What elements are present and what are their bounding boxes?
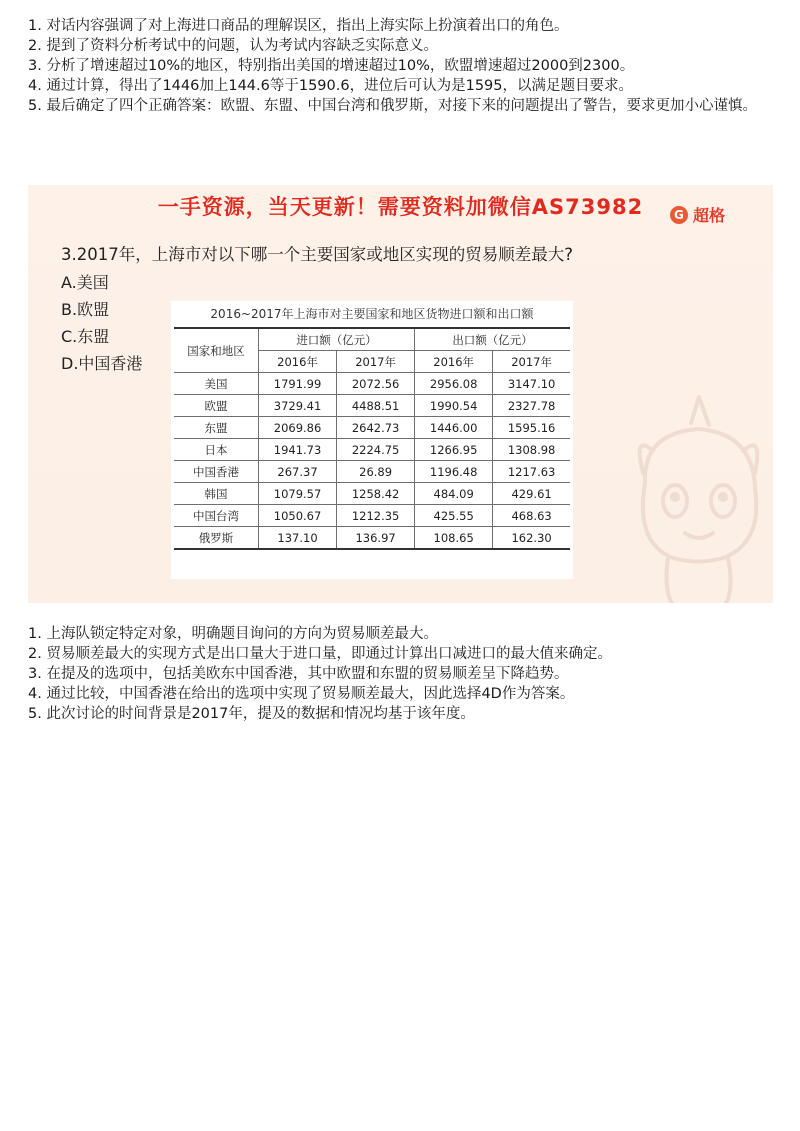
region-cell: 韩国 (174, 483, 259, 505)
table-row (174, 373, 570, 395)
region-cell: 日本 (174, 439, 259, 461)
table-row (174, 439, 570, 461)
list-item: 3. 分析了增速超过10%的地区，特别指出美国的增速超过10%，欧盟增速超过2000到2300。 (28, 58, 635, 74)
value-cell: 136.97 (337, 527, 415, 550)
region-cell: 欧盟 (174, 395, 259, 417)
value-cell: 2327.78 (493, 395, 570, 417)
value-cell: 3729.41 (259, 395, 337, 417)
value-cell: 26.89 (337, 461, 415, 483)
value-cell: 1258.42 (337, 483, 415, 505)
value-cell: 1791.99 (259, 373, 337, 395)
promo-banner: 一手资源，当天更新！需要资料加微信AS73982 (157, 195, 644, 219)
list-item: 1. 对话内容强调了对上海进口商品的理解误区，指出上海实际上扮演着出口的角色。 (28, 18, 569, 34)
column-header-year: 2016年 (415, 351, 493, 373)
value-cell: 484.09 (415, 483, 493, 505)
summary-list-bottom (28, 624, 772, 724)
value-cell: 2072.56 (337, 373, 415, 395)
list-item: 5. 此次讨论的时间背景是2017年，提及的数据和情况均基于该年度。 (28, 706, 475, 722)
table-row (174, 483, 570, 505)
value-cell: 1990.54 (415, 395, 493, 417)
column-group-import: 进口额（亿元） (259, 328, 415, 351)
value-cell: 425.55 (415, 505, 493, 527)
brand-logo (670, 203, 725, 226)
value-cell: 1941.73 (259, 439, 337, 461)
list-item: 4. 通过计算，得出了1446加上144.6等于1590.6，进位后可认为是1595，以满足题目要求。 (28, 78, 633, 94)
question-text: 3.2017年，上海市对以下哪一个主要国家或地区实现的贸易顺差最大? (61, 245, 573, 264)
table-row (174, 417, 570, 439)
region-cell: 中国台湾 (174, 505, 259, 527)
trade-data-table (174, 327, 570, 550)
option-d: D.中国香港 (61, 354, 143, 373)
value-cell: 162.30 (493, 527, 570, 550)
value-cell: 468.63 (493, 505, 570, 527)
value-cell: 1196.48 (415, 461, 493, 483)
value-cell: 3147.10 (493, 373, 570, 395)
list-item: 4. 通过比较，中国香港在给出的选项中实现了贸易顺差最大，因此选择4D作为答案。 (28, 686, 575, 702)
table-row (174, 461, 570, 483)
brand-logo-text: 超格 (692, 206, 725, 225)
value-cell: 1079.57 (259, 483, 337, 505)
table-title: 2016~2017年上海市对主要国家和地区货物进口额和出口额 (210, 307, 534, 321)
list-item: 5. 最后确定了四个正确答案：欧盟、东盟、中国台湾和俄罗斯，对接下来的问题提出了警告，要求更加小心谨慎。 (28, 98, 757, 114)
brand-logo-icon: G (670, 206, 688, 224)
value-cell: 4488.51 (337, 395, 415, 417)
value-cell: 1266.95 (415, 439, 493, 461)
unicorn-mascot-watermark (613, 393, 773, 603)
value-cell: 1217.63 (493, 461, 570, 483)
region-cell: 中国香港 (174, 461, 259, 483)
option-c: C.东盟 (61, 327, 110, 346)
value-cell: 1050.67 (259, 505, 337, 527)
list-item: 3. 在提及的选项中，包括美欧东中国香港，其中欧盟和东盟的贸易顺差呈下降趋势。 (28, 666, 569, 682)
value-cell: 1446.00 (415, 417, 493, 439)
value-cell: 267.37 (259, 461, 337, 483)
table-row (174, 395, 570, 417)
list-item: 1. 上海队锁定特定对象，明确题目询问的方向为贸易顺差最大。 (28, 626, 438, 642)
value-cell: 2224.75 (337, 439, 415, 461)
region-cell: 美国 (174, 373, 259, 395)
column-header-region: 国家和地区 (174, 328, 259, 373)
value-cell: 429.61 (493, 483, 570, 505)
list-item: 2. 贸易顺差最大的实现方式是出口量大于进口量，即通过计算出口减进口的最大值来确定。 (28, 646, 612, 662)
value-cell: 2956.08 (415, 373, 493, 395)
summary-list-top (28, 16, 772, 116)
column-group-export: 出口额（亿元） (415, 328, 570, 351)
value-cell: 1595.16 (493, 417, 570, 439)
region-cell: 俄罗斯 (174, 527, 259, 550)
value-cell: 1212.35 (337, 505, 415, 527)
value-cell: 137.10 (259, 527, 337, 550)
option-b: B.欧盟 (61, 300, 110, 319)
option-a: A.美国 (61, 273, 109, 292)
lecture-slide-image (28, 185, 773, 603)
value-cell: 2642.73 (337, 417, 415, 439)
value-cell: 2069.86 (259, 417, 337, 439)
answer-options (61, 269, 142, 377)
column-header-year: 2016年 (259, 351, 337, 373)
column-header-year: 2017年 (337, 351, 415, 373)
value-cell: 1308.98 (493, 439, 570, 461)
trade-data-table-card (171, 301, 573, 579)
region-cell: 东盟 (174, 417, 259, 439)
column-header-year: 2017年 (493, 351, 570, 373)
list-item: 2. 提到了资料分析考试中的问题，认为考试内容缺乏实际意义。 (28, 38, 438, 54)
table-row (174, 527, 570, 550)
value-cell: 108.65 (415, 527, 493, 550)
table-row (174, 505, 570, 527)
